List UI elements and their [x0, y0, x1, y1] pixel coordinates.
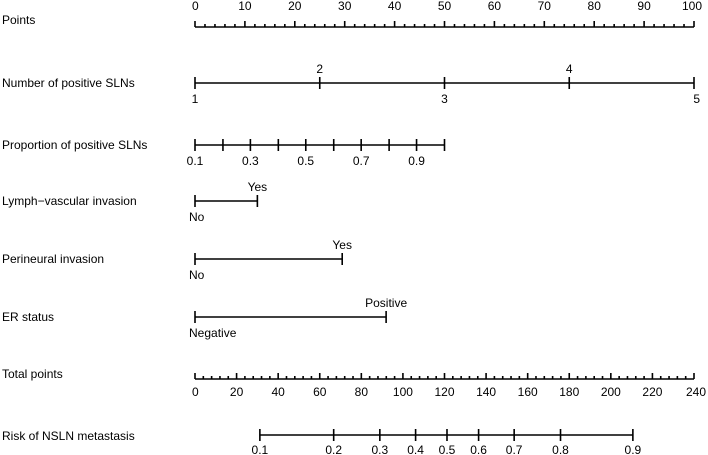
points-tick-label: 100 — [681, 0, 702, 13]
row-2-level-label: 0.5 — [297, 154, 315, 168]
total-tick-label: 160 — [517, 385, 538, 399]
row-2-level-label: 0.7 — [352, 154, 370, 168]
total-tick-label: 180 — [559, 385, 580, 399]
risk-tick-label: 0.8 — [552, 443, 569, 455]
row-1-level-label: 5 — [693, 92, 700, 106]
row-2-level-label: 0.3 — [242, 154, 259, 168]
risk-tick-label: 0.4 — [407, 443, 424, 455]
total-tick-label: 200 — [600, 385, 621, 399]
risk-tick-label: 0.3 — [371, 443, 389, 455]
points-tick-label: 40 — [387, 0, 402, 13]
risk-tick-label: 0.2 — [325, 443, 343, 455]
row-4-level-label: Yes — [332, 238, 352, 252]
row-5-label: ER status — [2, 310, 55, 324]
total-tick-label: 220 — [642, 385, 663, 399]
row-1-level-label: 4 — [565, 62, 573, 76]
total-tick-label: 0 — [192, 385, 199, 399]
row-2-label: Proportion of positive SLNs — [2, 138, 148, 152]
risk-tick-label: 0.9 — [624, 443, 642, 455]
risk-axis-label: Risk of NSLN metastasis — [2, 429, 135, 443]
points-tick-label: 70 — [537, 0, 551, 13]
total-tick-label: 100 — [392, 385, 413, 399]
row-3-label: Lymph−vascular invasion — [2, 194, 137, 208]
risk-tick-label: 0.5 — [438, 443, 456, 455]
points-tick-label: 30 — [338, 0, 352, 13]
points-tick-label: 50 — [437, 0, 452, 13]
row-3-level-label: Yes — [247, 180, 268, 194]
row-2-level-label: 0.9 — [408, 154, 425, 168]
row-3-level-label: No — [189, 210, 205, 224]
risk-tick-label: 0.7 — [505, 443, 523, 455]
total-tick-label: 80 — [354, 385, 369, 399]
row-1-level-label: 3 — [441, 92, 448, 106]
total-points-label: Total points — [2, 367, 63, 381]
points-axis-label: Points — [2, 13, 36, 27]
row-1-label: Number of positive SLNs — [2, 76, 135, 90]
total-tick-label: 140 — [476, 385, 497, 399]
row-labels — [2, 13, 147, 443]
points-tick-label: 0 — [192, 0, 199, 13]
points-tick-label: 80 — [587, 0, 601, 13]
total-tick-label: 20 — [229, 385, 244, 399]
total-tick-label: 40 — [271, 385, 285, 399]
scales — [187, 0, 707, 455]
row-1-level-label: 1 — [191, 92, 199, 106]
risk-tick-label: 0.6 — [470, 443, 487, 455]
points-tick-label: 60 — [487, 0, 502, 13]
row-5-level-label: Positive — [365, 296, 408, 310]
total-tick-label: 60 — [313, 385, 327, 399]
total-tick-label: 120 — [434, 385, 455, 399]
total-tick-label: 240 — [685, 385, 706, 399]
row-4-label: Perineural invasion — [2, 252, 105, 266]
row-5-level-label: Negative — [189, 326, 237, 340]
points-tick-label: 90 — [637, 0, 651, 13]
row-4-level-label: No — [189, 268, 205, 282]
points-tick-label: 10 — [238, 0, 252, 13]
row-2-level-label: 0.1 — [186, 154, 204, 168]
row-1-level-label: 2 — [316, 62, 324, 76]
risk-tick-label: 0.1 — [251, 443, 269, 455]
points-tick-label: 20 — [288, 0, 302, 13]
